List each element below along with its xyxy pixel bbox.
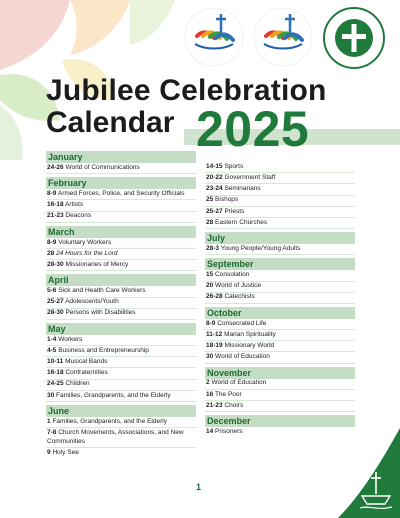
boat-emblem-graphic: [338, 428, 400, 518]
list-item: 25 Bishops: [205, 196, 355, 207]
month-header-march: March: [46, 226, 196, 238]
list-item: 16 The Poor: [205, 390, 355, 401]
list-item: 28 Eastern Churches: [205, 218, 355, 229]
month-header-july: July: [205, 232, 355, 244]
month-header-january: January: [46, 151, 196, 163]
right-column: [205, 162, 355, 437]
month-header-february: February: [46, 177, 196, 189]
page-number: 1: [196, 482, 202, 492]
month-header-may: May: [46, 323, 196, 335]
list-item: 28-3 Young People/Young Adults: [205, 244, 355, 255]
list-item: 8-9 Consecrated Life: [205, 319, 355, 330]
month-header-november: November: [205, 367, 355, 379]
jubileo-peregrinos-logo: [252, 6, 314, 68]
list-item: 24-26 World of Communications: [46, 163, 196, 174]
list-item: 4-5 Business and Entrepreneurship: [46, 346, 196, 357]
list-item: 28-30 Missionaries of Mercy: [46, 260, 196, 271]
list-item: 1 Families, Grandparents, and the Elderly: [46, 417, 196, 428]
month-header-october: October: [205, 307, 355, 319]
list-item: 25-27 Priests: [205, 207, 355, 218]
list-item: 5-6 Sick and Health Care Workers: [46, 286, 196, 297]
left-column: [46, 151, 196, 458]
month-header-june: June: [46, 405, 196, 417]
list-item: 21-23 Deacons: [46, 212, 196, 223]
list-item: 30 World of Education: [205, 352, 355, 363]
list-item: 25-27 Adolescents/Youth: [46, 298, 196, 309]
list-item: 20-22 Government Staff: [205, 173, 355, 184]
list-item: 28-30 Persons with Disabilities: [46, 309, 196, 320]
list-item: 24-25 Children: [46, 380, 196, 391]
list-item: 10-11 Musical Bands: [46, 357, 196, 368]
list-item: 21-23 Choirs: [205, 401, 355, 412]
list-item: 8-9 Voluntary Workers: [46, 238, 196, 249]
month-header-december: December: [205, 415, 355, 427]
list-item: 14-15 Sports: [205, 162, 355, 173]
year-label: 2025: [196, 101, 310, 157]
list-item: 28 24 Hours for the Lord: [46, 249, 196, 260]
jubilee-pilgrims-of-hope-logo: [183, 6, 245, 68]
page-title-line1: Jubilee Celebration: [46, 74, 327, 107]
list-item: 26-28 Catechists: [205, 293, 355, 304]
list-item: 2 World of Education: [205, 379, 355, 390]
list-item: 11-12 Marian Spirituality: [205, 330, 355, 341]
list-item: 16-18 Artists: [46, 200, 196, 211]
list-item: 9 Holy See: [47, 448, 79, 456]
list-item: 20 World of Justice: [205, 282, 355, 293]
list-item: 23-24 Seminarians: [205, 184, 355, 195]
page-title-line2: Calendar: [46, 106, 175, 139]
list-item: 30 Families, Grandparents, and the Elderly: [46, 391, 196, 402]
list-item: 16-18 Confraternities: [46, 368, 196, 379]
list-item: 7-8 Church Movements, Associations, and New Communities: [46, 428, 196, 448]
month-header-april: April: [46, 274, 196, 286]
list-item: 14 Prisoners: [206, 427, 243, 435]
list-item: 15 Consolation: [205, 270, 355, 281]
list-item: 1-4 Workers: [46, 335, 196, 346]
month-header-september: September: [205, 258, 355, 270]
usccb-seal-logo: [322, 6, 386, 70]
list-item: 8-9 Armed Forces, Police, and Security Officials: [46, 189, 196, 200]
list-item: 18-19 Missionary World: [205, 341, 355, 352]
